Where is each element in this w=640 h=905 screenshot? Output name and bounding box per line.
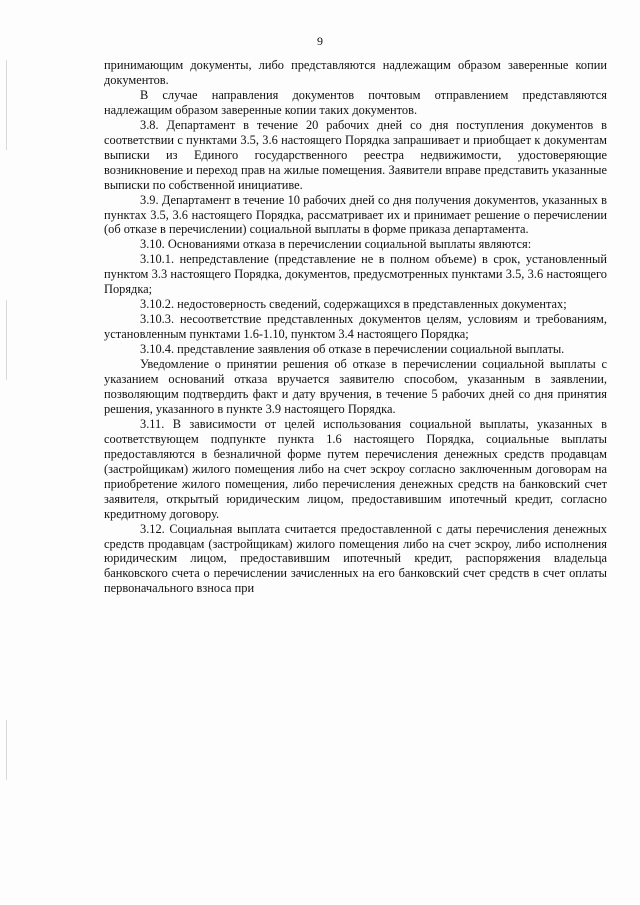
paragraph-3-8: 3.8. Департамент в течение 20 рабочих дней со дня поступления документов в соответствии с пунктами 3.5, 3.6 настоящего Порядка запрашивает и приобщает к документам выписки из Единого государственного реестра недвижимости, удостоверяющие возникновение и переход прав на жилые помещения. Заявители вправе представить указанные выписки по собственной инициативе.: [104, 117, 607, 192]
paragraph-3-10-3: 3.10.3. несоответствие представленных документов целям, условиям и требованиям, установленным пунктами 1.6-1.10, пунктом 3.4 настоящего Порядка;: [104, 312, 607, 342]
paragraph-3-11: 3.11. В зависимости от целей использования социальной выплаты, указанных в соответствующем подпункте пункта 1.6 настоящего Порядка, социальные выплаты предоставляются в безналичной форме путем перечисления денежных средств продавцам (застройщикам) жилого помещения либо на счет эскроу согласно заключенным договорам на приобретение жилого помещения, либо перечисления денежных средств на банковский счет заявителя, открытый юридическим лицом, предоставившим ипотечный кредит, согласно кредитному договору.: [104, 416, 607, 521]
paragraph-3-10: 3.10. Основаниями отказа в перечислении социальной выплаты являются:: [140, 237, 532, 252]
paragraph-notice: Уведомление о принятии решения об отказе в перечислении социальной выплаты с указанием оснований отказа вручается заявителю способом, указанным в заявлении, позволяющим подтвердить факт и дату вручения, в течение 5 рабочих дней со дня принятия решения, указанного в пункте 3.9 настоящего Порядка.: [104, 357, 607, 416]
paragraph-3-10-2: 3.10.2. недостоверность сведений, содержащихся в представленных документах;: [140, 297, 567, 312]
scan-margin-line: [6, 720, 7, 780]
page-number: 9: [317, 34, 323, 48]
paragraph-postal: В случае направления документов почтовым отправлением представляются надлежащим образом заверенные копии таких документов.: [104, 87, 607, 117]
paragraph-3-10-4: 3.10.4. представление заявления об отказе в перечислении социальной выплаты.: [140, 342, 565, 357]
scan-margin-line: [6, 60, 7, 150]
scan-margin-line: [6, 300, 7, 380]
paragraph-3-9: 3.9. Департамент в течение 10 рабочих дней со дня получения документов, указанных в пунктах 3.5, 3.6 настоящего Порядка, рассматривает их и принимает решение о перечислении (об отказе в перечислении) социальной выплаты в форме приказа департамента.: [104, 192, 607, 237]
paragraph-continuation: принимающим документы, либо представляются надлежащим образом заверенные копии документов.: [104, 58, 607, 87]
paragraph-3-10-1: 3.10.1. непредставление (представление не в полном объеме) в срок, установленный пунктом 3.3 настоящего Порядка, документов, предусмотренных пунктами 3.5, 3.6 настоящего Порядка;: [104, 252, 607, 297]
paragraph-3-12: 3.12. Социальная выплата считается предоставленной с даты перечисления денежных средств продавцам (застройщикам) жилого помещения либо на счет эскроу, либо исполнения юридическим лицом, предоставившим ипотечный кредит, распоряжения владельца банковского счета о перечислении зачисленных на его банковский счет средств в счет оплаты первоначального взноса при: [104, 521, 607, 596]
document-body: [104, 58, 607, 596]
